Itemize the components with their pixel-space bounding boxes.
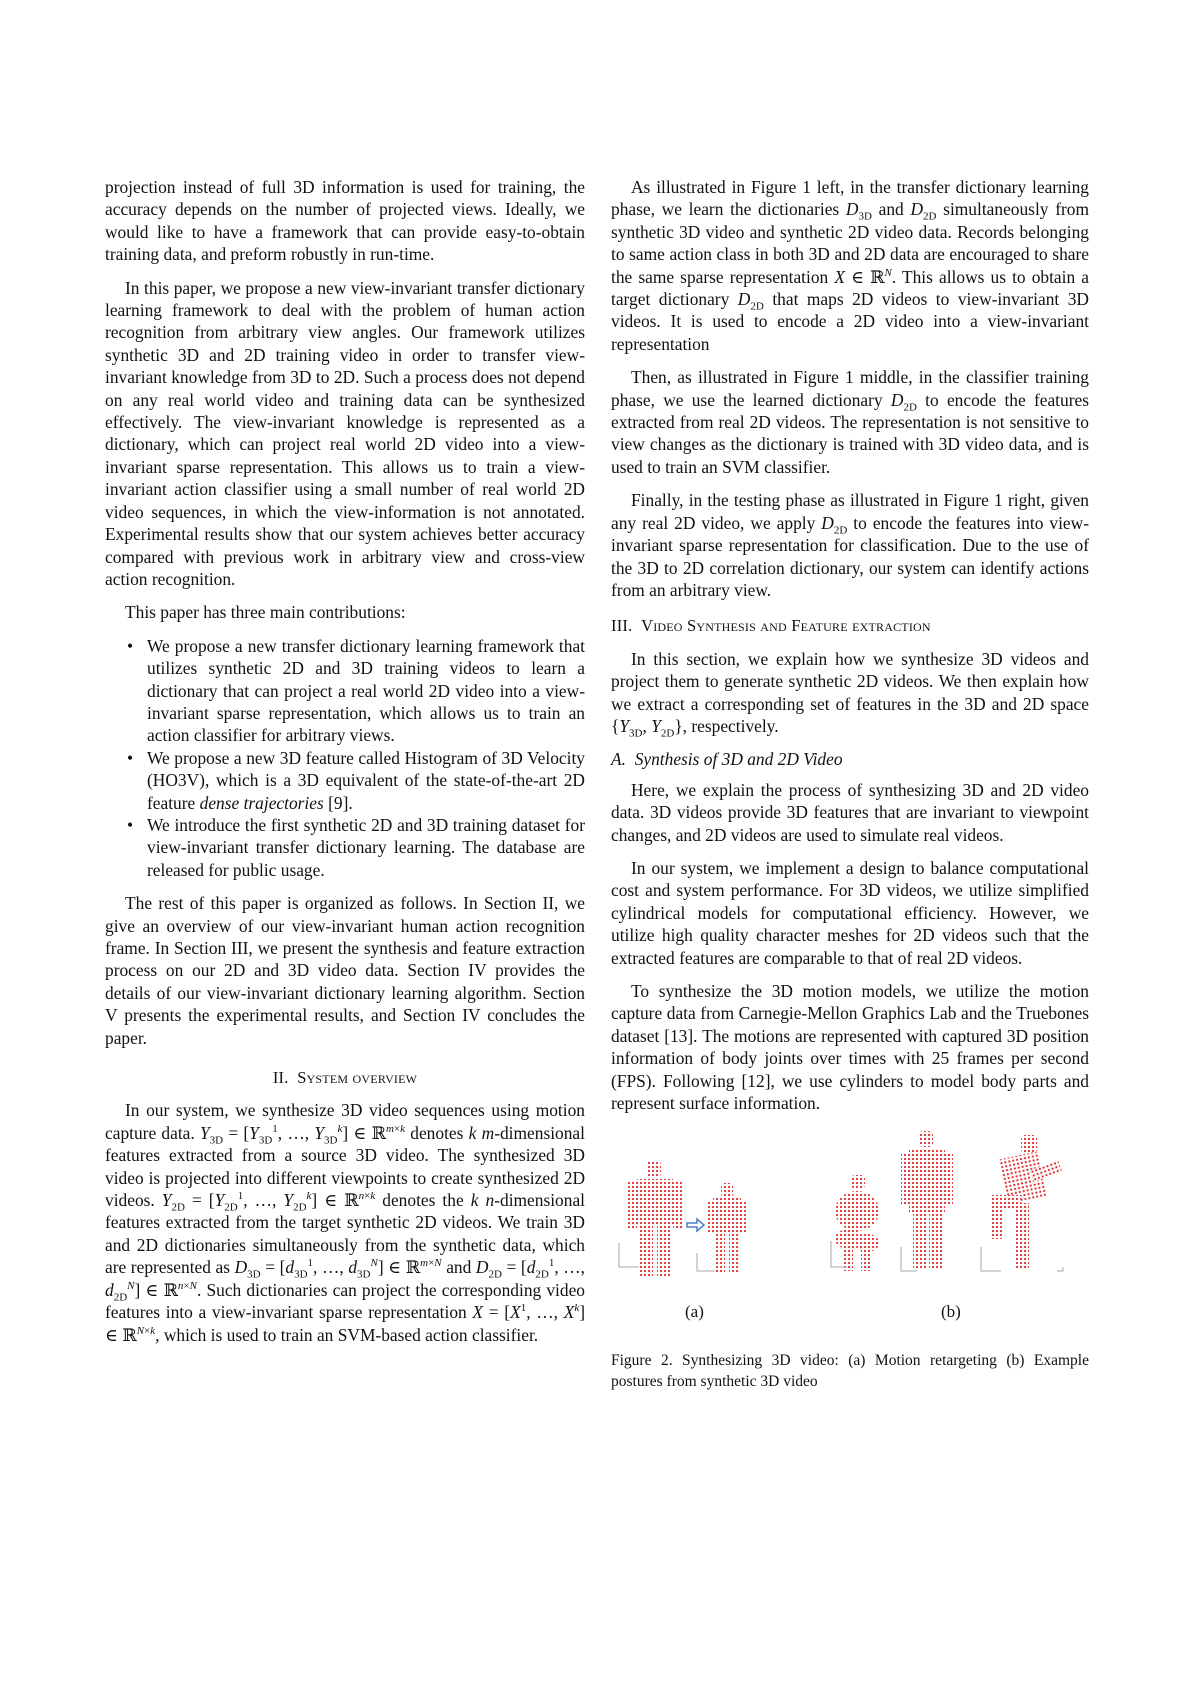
bullet-icon: •: [127, 814, 134, 835]
paragraph-classifier-phase: Then, as illustrated in Figure 1 middle, in the classifier training phase, we use the learned dictionary $D_{2D}$ to encode the features extracted from real 2D videos. The representation is not sensitive to view changes as the dictionary is trained with 3D video data, and is used to train an SVM classifier.: [611, 367, 1089, 477]
figure-2: [611, 1125, 1089, 1322]
bullet-icon: •: [127, 635, 134, 656]
contribution-item: • We introduce the first synthetic 2D and 3D training dataset for view-invariant transfer dictionary learning. The database are released for public usage.: [127, 814, 585, 880]
contributions-list: [105, 635, 585, 881]
paragraph-design-balance: In our system, we implement a design to balance computational cost and system performance. For 3D videos, we utilize simplified cylindrical models for computational efficiency. However, we utilize high quality character meshes for 2D videos such that the extracted features are comparable to that of real 2D videos.: [611, 857, 1089, 968]
section-heading-system-overview: II. System overview: [272, 1068, 418, 1088]
paragraph-system-overview: In our system, we synthesize 3D video sequences using motion capture data. $Y_{3D} = [Y_{3D}^1$, …, $Y_{3D}^k$] ∈ ℝ$^{m\times k}$ denotes k m-dimensional features extracted from a source 3D video. The synthesized 3D video is projected into different viewpoints to create synthesized 2D videos. $Y_{2D} = [Y_{2D}^1$, …, $Y_{2D}^k$] ∈ ℝ$^{n\times k}$ denotes the k n-dimensional features extracted from the target synthetic 2D videos. We train 3D and 2D dictionaries simultaneously from the synthetic data, which are represented as $D_{3D} = [d_{3D}^1$, …, $d_{3D}^N$] ∈ ℝ$^{m\times N}$ and $D_{2D} = [d_{2D}^1$, …, $d_{2D}^N$] ∈ ℝ$^{n\times N}$. Such dictionaries can project the corresponding video features into a view-invariant sparse representation $X = [X^1$, …, $X^k$] ∈ ℝ$^{N\times k}$, which is used to train an SVM-based action classifier.: [105, 1100, 586, 1345]
figure-label-a: (a): [685, 1302, 704, 1322]
human-figure-mesh: [835, 1175, 879, 1271]
bullet-icon: •: [127, 747, 134, 768]
section-heading-video-synthesis: III. Video Synthesis and Feature extraction: [611, 616, 931, 636]
contribution-item: • We propose a new transfer dictionary learning framework that utilizes synthetic 2D and 3D training videos to learn a dictionary that can project a real world 2D video into a view-invariant sparse representation, which allows us to train an action classifier for arbitrary views.: [127, 635, 585, 746]
paragraph-section-intro: In this section, we explain how we synthesize 3D videos and project them to generate synthetic 2D videos. We then explain how we extract a corresponding set of features in the 3D and 2D space {$Y_{3D}$, $Y_{2D}$}, respectively.: [611, 648, 1089, 740]
paragraph-organization: The rest of this paper is organized as follows. In Section II, we give an overview of our view-invariant human action recognition frame. In Section III, we present the synthesis and feature extraction process on our 2D and 3D video data. Section IV provides the details of our view-invariant dictionary learning algorithm. Section V presents the experimental results, and Section IV concludes the paper.: [105, 893, 585, 1048]
paragraph-transfer-phase: As illustrated in Figure 1 left, in the transfer dictionary learning phase, we learn the dictionaries $D_{3D}$ and $D_{2D}$ simultaneously from synthetic 3D video and synthetic 2D video data. Records belonging to same action class in both 3D and 2D data are encouraged to share the same sparse representation X ∈ ℝ$^N$. This allows us to obtain a target dictionary $D_{2D}$ that maps 2D videos to view-invariant 3D videos. It is used to encode a 2D video into a view-invariant representation: [611, 177, 1089, 354]
human-figure-mesh: [901, 1131, 953, 1269]
left-column: [105, 176, 585, 1357]
paragraph-motion-capture: To synthesize the 3D motion models, we utilize the motion capture data from Carnegie-Mellon Graphics Lab and the Truebones dataset [13]. The motions are represented with captured 3D position information of body joints over times with 25 frames per second (FPS). Following [12], we use cylinders to model body parts and represent surface information.: [611, 981, 1089, 1114]
contribution-item: • We propose a new 3D feature called Histogram of 3D Velocity (HO3V), which is a 3D equivalent of the state-of-the-art 2D feature dense trajectories [9].: [127, 747, 585, 813]
paragraph-synthesis-explain: Here, we explain the process of synthesizing 3D and 2D video data. 3D videos provide 3D features that are invariant to viewpoint changes, and 2D videos are used to simulate real videos.: [611, 779, 1089, 845]
paragraph-contributions-intro: This paper has three main contributions:: [125, 602, 406, 623]
figure-2-caption: Figure 2. Synthesizing 3D video: (a) Motion retargeting (b) Example postures from synthetic 3D video: [611, 1352, 1089, 1391]
human-figure-mesh: [991, 1135, 1062, 1269]
right-column: [611, 176, 1089, 1392]
paragraph-propose: In this paper, we propose a new view-invariant transfer dictionary learning framework to deal with the problem of human action recognition from arbitrary view angles. Our framework utilizes synthetic 3D and 2D training video in order to transfer view-invariant knowledge from 3D to 2D. Such a process does not depend on any real world video and training data can be synthesized effectively. The view-invariant knowledge is represented as a dictionary, which can project real world 2D video into a view-invariant sparse representation. This allows us to train a view-invariant action classifier using a small number of real world 2D video sequences, in which the view-information is not annotated. Experimental results show that our system achieves better accuracy compared with previous work in arbitrary view and cross-view action recognition.: [105, 277, 585, 589]
paragraph-intro-continued: projection instead of full 3D information is used for training, the accuracy depends on the number of projected views. Ideally, we would like to have a framework that can provide easy-to-obtain training data, and preform robustly in run-time.: [105, 177, 585, 265]
human-figure-mesh: [706, 1183, 748, 1272]
figure-label-b: (b): [941, 1302, 961, 1322]
subsection-heading-synthesis: A. Synthesis of 3D and 2D Video: [611, 749, 843, 770]
figure-2-illustration: [611, 1125, 1089, 1295]
paragraph-testing-phase: Finally, in the testing phase as illustrated in Figure 1 right, given any real 2D video, we apply $D_{2D}$ to encode the features into view-invariant sparse representation for classification. Due to the use of the 3D to 2D correlation dictionary, our system can identify actions from an arbitrary view.: [611, 490, 1089, 600]
human-figure-mesh: [627, 1161, 683, 1277]
arrow-icon: [687, 1219, 704, 1231]
